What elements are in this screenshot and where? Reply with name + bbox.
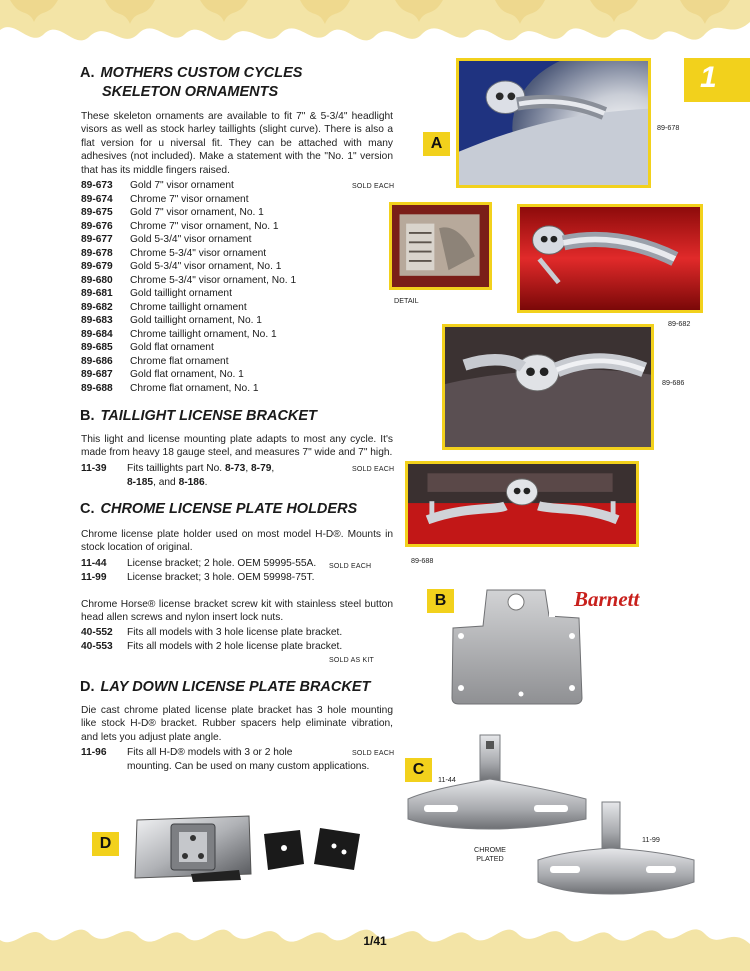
part-number: 11-44 — [81, 558, 107, 569]
section-b-title-text: TAILLIGHT LICENSE BRACKET — [100, 408, 317, 424]
section-a-sold-note: SOLD EACH — [352, 183, 395, 190]
photo-taillight-ornament — [517, 204, 703, 313]
page-tab — [684, 58, 750, 102]
section-b-description: This light and license mounting plate adapts to most any cycle. It's made from heavy 18 gauge steel, and measures 7" wide and 7" high. — [81, 434, 393, 459]
page-tab-number: 1 — [700, 61, 717, 94]
barnett-logo: Barnett — [574, 587, 640, 611]
part-number: 89-686 — [81, 355, 113, 367]
section-c-description: Chrome license plate holder used on most model H-D®. Mounts in stock location of original. — [81, 529, 393, 554]
section-c-title-text: CHROME LICENSE PLATE HOLDERS — [100, 501, 358, 517]
part-row — [81, 462, 391, 476]
photo-taillight-license-bracket — [449, 588, 584, 706]
badge-d: D — [92, 832, 119, 856]
part-number: 89-677 — [81, 234, 113, 245]
photo-flat-ornament-no1 — [405, 461, 639, 547]
photo-rubber-spacer-2 — [310, 824, 365, 874]
part-row — [81, 179, 391, 193]
section-a-title-line2: SKELETON ORNAMENTS — [102, 84, 279, 100]
part-description: License bracket; 2 hole. OEM 59995-55A. — [127, 558, 317, 569]
part-description: Gold 5-3/4" visor ornament — [130, 234, 252, 245]
caption-11-99: 11-99 — [642, 835, 660, 844]
part-row — [81, 301, 391, 315]
part-description: Chrome 5-3/4" visor ornament, No. 1 — [130, 274, 297, 286]
part-description: Gold 7" visor ornament, No. 1 — [130, 207, 264, 218]
section-a-title-line1: MOTHERS CUSTOM CYCLES — [100, 65, 303, 81]
photo-lay-down-bracket — [131, 812, 254, 887]
part-description: Chrome 7" visor ornament, No. 1 — [130, 220, 279, 232]
part-description: Gold 7" visor ornament — [130, 180, 234, 191]
part-row — [81, 341, 391, 355]
section-c-letter: C. — [80, 501, 95, 517]
chrome-plated-label — [474, 845, 506, 863]
photo-flat-ornament — [442, 324, 654, 450]
part-number: 89-675 — [81, 207, 113, 218]
section-c-parts-list — [81, 557, 391, 584]
part-description: Gold taillight ornament — [130, 288, 232, 299]
chrome-plated-line1: CHROME — [474, 845, 506, 854]
caption-89-682: 89-682 — [668, 319, 691, 328]
badge-a: A — [423, 132, 450, 156]
part-row — [81, 287, 391, 301]
section-c-title — [80, 500, 357, 519]
caption-11-44: 11-44 — [438, 775, 456, 784]
part-row — [81, 220, 391, 234]
part-description: Chrome flat ornament, No. 1 — [130, 382, 259, 394]
part-ref: 8-186 — [178, 476, 205, 488]
section-d-title — [80, 678, 370, 697]
part-number: 89-678 — [81, 247, 113, 259]
detail-label: DETAIL — [394, 296, 419, 305]
section-b-title — [80, 407, 317, 426]
badge-c: C — [405, 758, 432, 782]
part-description: Gold taillight ornament, No. 1 — [130, 315, 262, 326]
part-ref: 8-73 — [224, 463, 246, 474]
part-number: 89-673 — [81, 180, 113, 191]
section-c-sold-note: SOLD EACH — [329, 563, 372, 570]
part-sep: , and — [153, 476, 179, 488]
part-number: 89-684 — [81, 328, 113, 340]
section-c-kit-parts-list — [81, 626, 391, 653]
part-number: 89-683 — [81, 315, 113, 326]
section-a-parts-list — [81, 179, 391, 395]
section-c-kit-description: Chrome Horse® license bracket screw kit with stainless steel button head allen screws and nylon insert lock nuts. — [81, 599, 393, 624]
part-row — [81, 274, 391, 288]
part-description: Chrome 7" visor ornament — [130, 193, 249, 205]
top-flame-border — [0, 0, 750, 55]
section-b-letter: B. — [80, 408, 95, 424]
part-description: Chrome 5-3/4" visor ornament — [130, 247, 267, 259]
part-description: Fits all models with 2 hole license plate bracket. — [127, 640, 343, 652]
part-row — [81, 260, 391, 274]
part-sep: , — [245, 463, 252, 474]
chrome-plated-line2: PLATED — [476, 854, 504, 863]
part-description: Fits all H-D® models with 3 or 2 hole — [127, 747, 293, 758]
section-d-description: Die cast chrome plated license plate bracket has 3 hole mounting like stock H-D® bracket. Rubber spacers help eliminate vibration, and lets you adjust plate angle. — [81, 705, 393, 743]
part-description: Chrome taillight ornament — [130, 301, 247, 313]
part-number: 89-676 — [81, 220, 113, 232]
part-description: Gold 5-3/4" visor ornament, No. 1 — [130, 261, 282, 272]
part-number: 89-679 — [81, 261, 113, 272]
part-row — [81, 571, 391, 585]
part-desc-prefix: Fits taillights part No. — [127, 463, 225, 474]
part-number: 40-552 — [81, 627, 113, 638]
part-number: 89-674 — [81, 193, 113, 205]
part-ref: 8-79 — [251, 463, 272, 474]
part-row — [81, 368, 391, 382]
part-number: 89-682 — [81, 301, 113, 313]
part-description: Chrome taillight ornament, No. 1 — [130, 328, 277, 340]
part-number: 89-687 — [81, 369, 113, 380]
part-ref: 8-185 — [127, 476, 154, 488]
part-description: License bracket; 3 hole. OEM 59998-75T. — [127, 571, 315, 583]
part-number: 11-99 — [81, 571, 107, 583]
section-a-title — [80, 64, 302, 102]
part-description-cont — [127, 476, 207, 490]
part-row — [81, 355, 391, 369]
section-c-kit-note: SOLD AS KIT — [329, 657, 374, 664]
part-description — [127, 462, 274, 476]
section-a-letter: A. — [80, 65, 95, 81]
part-description: Gold flat ornament — [130, 342, 214, 353]
part-row — [81, 247, 391, 261]
part-row — [81, 382, 391, 396]
part-row-continuation — [81, 476, 391, 490]
part-sep: . — [204, 476, 208, 488]
part-row — [81, 233, 391, 247]
section-a-description: These skeleton ornaments are available to fit 7" & 5-3/4" headlight visors as well as stock harley taillights (slight curve). There is also a flat version for u niversal fit. They can be attached with many adhesives (not included). Make a statement with the "No. 1" version that has its middle fingers raised. — [81, 111, 393, 176]
part-description: Chrome flat ornament — [130, 355, 229, 367]
photo-visor-ornament — [456, 58, 651, 188]
part-row — [81, 626, 391, 640]
part-number: 89-688 — [81, 382, 113, 394]
part-number: 89-685 — [81, 342, 113, 353]
photo-license-bracket-3-hole — [536, 800, 696, 898]
part-row — [81, 746, 391, 772]
section-d-parts-list — [81, 746, 391, 772]
part-row — [81, 206, 391, 220]
part-description: Gold flat ornament, No. 1 — [130, 369, 244, 380]
part-row — [81, 328, 391, 342]
part-row — [81, 193, 391, 207]
page-number: 1/41 — [363, 934, 387, 948]
photo-rubber-spacer-1 — [258, 828, 306, 872]
part-description: Fits all models with 3 hole license plate bracket. — [127, 627, 343, 638]
badge-b: B — [427, 589, 454, 613]
caption-89-688: 89-688 — [411, 556, 434, 565]
part-sep: , — [271, 463, 275, 474]
section-d-letter: D. — [80, 679, 95, 695]
part-number: 11-39 — [81, 463, 107, 474]
part-number: 40-553 — [81, 640, 113, 652]
section-b-sold-note: SOLD EACH — [352, 466, 395, 473]
part-row — [81, 640, 391, 654]
caption-89-686: 89-686 — [662, 378, 685, 387]
part-row — [81, 314, 391, 328]
part-number: 89-680 — [81, 274, 113, 286]
section-d-sold-note: SOLD EACH — [352, 750, 395, 757]
part-description-cont: mounting. Can be used on many custom applications. — [127, 760, 370, 772]
part-number: 89-681 — [81, 288, 113, 299]
photo-detail — [389, 202, 492, 290]
caption-89-678: 89-678 — [657, 123, 680, 132]
part-number: 11-96 — [81, 747, 107, 758]
section-d-title-text: LAY DOWN LICENSE PLATE BRACKET — [100, 679, 371, 695]
section-b-parts-list — [81, 462, 391, 489]
